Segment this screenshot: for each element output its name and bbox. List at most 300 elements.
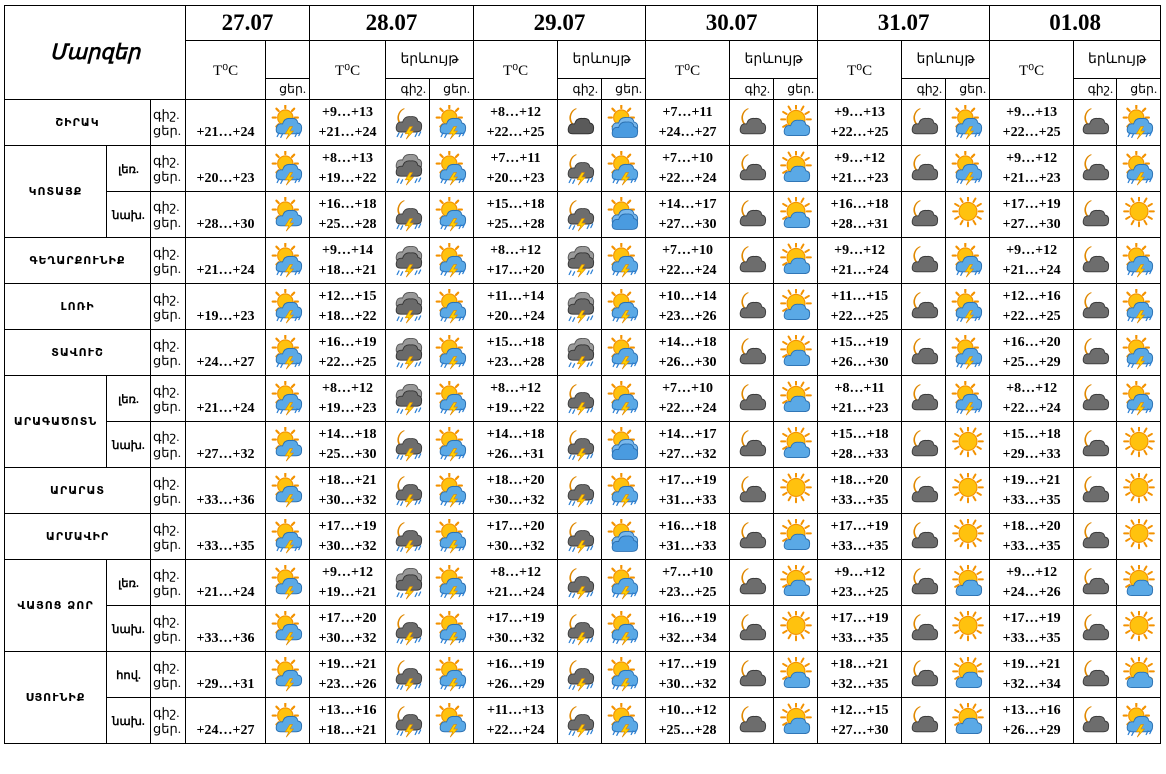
temp-night: +8…+13 (322, 150, 374, 166)
sun-rain-storm-icon (434, 381, 470, 417)
temp-night: +7…+10 (662, 150, 714, 166)
temp-day: +33…+35 (1002, 492, 1061, 508)
temp-day: +25…+28 (486, 216, 545, 232)
temp-night: +14…+17 (658, 196, 717, 212)
night-label: գիշ. (153, 704, 180, 720)
temp-day: +21…+24 (486, 584, 545, 600)
weather-icon-cell (602, 376, 646, 422)
temp-day: +32…+34 (658, 630, 717, 646)
day-header: 28.07 (310, 6, 474, 41)
temp-day: +23…+25 (830, 584, 889, 600)
weather-icon-cell (1074, 422, 1117, 468)
temp-cell (646, 422, 730, 468)
moon-cloud-storm-icon (390, 703, 426, 739)
temp-header: T⁰C (990, 41, 1074, 100)
weather-icon-cell (730, 238, 774, 284)
night-label: գիշ. (153, 428, 180, 444)
day-label: ցեր. (153, 628, 181, 644)
weather-icon-cell (1074, 330, 1117, 376)
sun-rain-storm-icon (270, 519, 306, 555)
temp-day: +26…+31 (486, 446, 545, 462)
sun-icon (778, 611, 814, 647)
temp-night: +16…+19 (658, 610, 717, 626)
moon-cloud-icon (906, 151, 942, 187)
temp-day: +30…+32 (318, 630, 377, 646)
storm-rain-icon (390, 243, 426, 279)
temp-night: +7…+11 (490, 150, 541, 166)
temp-cell (474, 146, 558, 192)
temp-night: +9…+13 (1006, 104, 1058, 120)
table-row (5, 238, 1161, 284)
storm-rain-icon (390, 335, 426, 371)
subregion-label: նախ. (107, 698, 151, 744)
temp-day: +26…+30 (830, 354, 889, 370)
temp-day: +28…+31 (830, 216, 889, 232)
temp-night: +14…+17 (658, 426, 717, 442)
temp-cell (646, 376, 730, 422)
temp-day: +21…+24 (1002, 262, 1061, 278)
weather-icon-cell (602, 192, 646, 238)
region-name: ԳԵՂԱՐՔՈՒՆԻՔ (5, 238, 151, 284)
sun-cloud-light-icon (778, 565, 814, 601)
temp-night: +17…+19 (658, 656, 717, 672)
region-name: ՏԱՎՈՒՇ (5, 330, 151, 376)
weather-icon-cell (266, 468, 310, 514)
sun-rain-storm-icon (950, 335, 986, 371)
weather-icon-cell (774, 652, 818, 698)
day-label: ցեր. (946, 79, 990, 100)
weather-icon-cell (386, 652, 430, 698)
temp-day: +21…+23 (1002, 170, 1061, 186)
weather-icon-cell (774, 238, 818, 284)
temp-cell (646, 698, 730, 744)
weather-icon-cell (266, 698, 310, 744)
sun-icon (1121, 197, 1157, 233)
weather-icon-cell (558, 422, 602, 468)
weather-icon-cell (730, 330, 774, 376)
sun-storm-icon (270, 473, 306, 509)
moon-cloud-storm-icon (562, 519, 598, 555)
weather-icon-cell (946, 698, 990, 744)
night-label: գիշ. (153, 152, 180, 168)
weather-icon-cell (730, 698, 774, 744)
temp-day: +31…+33 (658, 492, 717, 508)
night-label: գիշ. (153, 198, 180, 214)
temp-day: +24…+27 (658, 124, 717, 140)
weather-icon-cell (946, 376, 990, 422)
temp-cell: +28…+30 (186, 192, 266, 238)
sun-cloud-light-icon (1121, 565, 1157, 601)
weather-icon-cell (430, 376, 474, 422)
moon-cloud-icon (1077, 243, 1113, 279)
temp-day: +31…+33 (658, 538, 717, 554)
weather-icon-cell (902, 238, 946, 284)
sun-icon (1121, 519, 1157, 555)
weather-icon-cell (774, 146, 818, 192)
temp-day: +18…+21 (318, 722, 377, 738)
sun-storm-icon (270, 197, 306, 233)
sun-rain-storm-icon (270, 105, 306, 141)
sun-rain-storm-icon (270, 243, 306, 279)
weather-icon-cell (266, 100, 310, 146)
moon-cloud-icon (1077, 427, 1113, 463)
night-label: գիշ. (153, 658, 180, 674)
table-row (5, 100, 1161, 146)
weather-icon-cell (946, 284, 990, 330)
sun-icon (950, 197, 986, 233)
temp-day: +29…+33 (1002, 446, 1061, 462)
weather-icon-cell (386, 606, 430, 652)
moon-cloud-icon (734, 565, 770, 601)
region-name: ԱՐԱՐԱՏ (5, 468, 151, 514)
temp-cell (818, 652, 902, 698)
temp-night: +17…+19 (1002, 610, 1061, 626)
weather-icon-cell (774, 606, 818, 652)
sun-rain-storm-icon (606, 657, 642, 693)
sun-icon (778, 473, 814, 509)
sun-rain-storm-icon (950, 151, 986, 187)
day-label: ցեր. (153, 168, 181, 184)
temp-day: +22…+25 (318, 354, 377, 370)
weather-icon-cell (430, 146, 474, 192)
temp-night: +12…+15 (318, 288, 377, 304)
temp-night: +10…+12 (658, 702, 717, 718)
weather-icon-cell (602, 606, 646, 652)
moon-cloud-dark-icon (562, 105, 598, 141)
moon-cloud-icon (906, 335, 942, 371)
sun-rain-storm-icon (950, 289, 986, 325)
weather-icon-cell (730, 376, 774, 422)
weather-icon-cell (1117, 468, 1161, 514)
weather-header: երևույթ (558, 41, 646, 79)
temp-cell (818, 560, 902, 606)
moon-cloud-icon (734, 427, 770, 463)
weather-header: երևույթ (386, 41, 474, 79)
weather-icon-cell (1074, 146, 1117, 192)
weather-icon-cell (602, 238, 646, 284)
temp-cell (646, 238, 730, 284)
weather-icon-cell (902, 652, 946, 698)
weather-icon-cell (558, 698, 602, 744)
moon-cloud-icon (1077, 289, 1113, 325)
temp-night: +11…+13 (486, 702, 545, 718)
weather-icon-cell (730, 284, 774, 330)
moon-cloud-storm-icon (390, 197, 426, 233)
temp-night: +8…+12 (1006, 380, 1058, 396)
weather-icon-cell (1074, 652, 1117, 698)
weather-icon-cell (430, 514, 474, 560)
weather-icon-cell (602, 560, 646, 606)
moon-cloud-icon (1077, 565, 1113, 601)
temp-night: +17…+20 (486, 518, 545, 534)
sun-icon (950, 427, 986, 463)
temp-night: +12…+16 (1002, 288, 1061, 304)
weather-icon-cell (1117, 146, 1161, 192)
temp-cell (310, 192, 386, 238)
sun-rain-storm-icon (434, 427, 470, 463)
temp-cell (818, 514, 902, 560)
moon-cloud-icon (1077, 703, 1113, 739)
night-day-labels (151, 284, 186, 330)
sun-rain-storm-icon (434, 151, 470, 187)
weather-icon-cell (1117, 238, 1161, 284)
moon-cloud-storm-icon (562, 381, 598, 417)
night-label: գիշ. (153, 474, 180, 490)
moon-cloud-icon (906, 243, 942, 279)
weather-icon-cell (774, 514, 818, 560)
day-header: 27.07 (186, 6, 310, 41)
sun-cloud-light-icon (778, 197, 814, 233)
night-day-labels (151, 560, 186, 606)
night-label: գիշ. (153, 244, 180, 260)
temp-night: +8…+12 (490, 104, 542, 120)
day-label: ցեր. (153, 352, 181, 368)
sun-rain-storm-icon (270, 289, 306, 325)
weather-icon-cell (1074, 100, 1117, 146)
temp-cell (646, 652, 730, 698)
temp-night: +18…+20 (1002, 518, 1061, 534)
weather-icon-cell (1074, 560, 1117, 606)
table-row (5, 422, 1161, 468)
temp-night: +8…+11 (834, 380, 885, 396)
sun-icon (950, 611, 986, 647)
weather-icon-cell (774, 284, 818, 330)
sun-rain-storm-icon (950, 381, 986, 417)
temp-cell (990, 422, 1074, 468)
temp-night: +9…+12 (834, 564, 886, 580)
temp-cell (310, 468, 386, 514)
region-name: ՎԱՅՈՑ ՁՈՐ (5, 560, 107, 652)
weather-icon-cell (430, 192, 474, 238)
day-label: ցեր. (153, 490, 181, 506)
temp-day: +25…+28 (658, 722, 717, 738)
temp-cell (990, 330, 1074, 376)
temp-night: +19…+21 (1002, 656, 1061, 672)
weather-icon-cell (1117, 560, 1161, 606)
weather-icon-cell (774, 376, 818, 422)
weather-icon-cell (774, 560, 818, 606)
temp-cell: +21…+24 (186, 100, 266, 146)
sun-cloud-light-icon (778, 657, 814, 693)
temp-night: +17…+19 (318, 518, 377, 534)
temp-day: +18…+21 (318, 262, 377, 278)
moon-cloud-storm-icon (562, 197, 598, 233)
temp-night: +14…+18 (658, 334, 717, 350)
weather-icon-cell (946, 238, 990, 284)
temp-night: +16…+19 (318, 334, 377, 350)
sun-icon (1121, 611, 1157, 647)
table-row (5, 146, 1161, 192)
day-header: 01.08 (990, 6, 1161, 41)
temp-day: +25…+28 (318, 216, 377, 232)
temp-night: +10…+14 (658, 288, 717, 304)
temp-day: +25…+29 (1002, 354, 1061, 370)
weather-icon-cell (602, 514, 646, 560)
moon-cloud-storm-icon (390, 611, 426, 647)
temp-cell (990, 606, 1074, 652)
night-day-labels (151, 192, 186, 238)
sun-cloud-icon (606, 519, 642, 555)
table-row (5, 606, 1161, 652)
weather-icon-cell (1117, 606, 1161, 652)
weather-icon-cell (902, 192, 946, 238)
weather-icon-cell (386, 514, 430, 560)
weather-icon-cell (430, 100, 474, 146)
weather-icon-cell (946, 330, 990, 376)
temp-day: +27…+30 (1002, 216, 1061, 232)
weather-icon-cell (730, 652, 774, 698)
temp-day: +22…+24 (658, 170, 717, 186)
sun-rain-storm-icon (1121, 151, 1157, 187)
temp-night: +15…+18 (830, 426, 889, 442)
sun-rain-storm-icon (606, 565, 642, 601)
temp-cell (474, 652, 558, 698)
temp-cell (646, 514, 730, 560)
weather-icon-cell (266, 146, 310, 192)
weather-icon-cell (266, 606, 310, 652)
weather-icon-cell (774, 468, 818, 514)
night-label: գիշ. (153, 520, 180, 536)
weather-icon-cell (266, 376, 310, 422)
night-day-labels (151, 376, 186, 422)
region-name: ԿՈՏԱՅՔ (5, 146, 107, 238)
night-day-labels (151, 514, 186, 560)
weather-icon-cell (946, 100, 990, 146)
temp-night: +17…+19 (658, 472, 717, 488)
weather-icon-cell (902, 560, 946, 606)
temp-cell (990, 192, 1074, 238)
moon-cloud-storm-icon (390, 519, 426, 555)
temp-cell (990, 514, 1074, 560)
day-label: ցեր. (266, 79, 310, 100)
sun-cloud-light-icon (778, 289, 814, 325)
storm-rain-icon (562, 335, 598, 371)
temp-day: +30…+32 (486, 538, 545, 554)
weather-icon-cell (902, 100, 946, 146)
night-day-labels (151, 100, 186, 146)
sun-rain-storm-icon (606, 473, 642, 509)
weather-header: երևույթ (902, 41, 990, 79)
day-label: ցեր. (153, 582, 181, 598)
weather-icon-cell (386, 100, 430, 146)
weather-icon-cell (730, 468, 774, 514)
moon-cloud-icon (734, 519, 770, 555)
sun-cloud-light-icon (950, 657, 986, 693)
sun-rain-storm-icon (606, 335, 642, 371)
temp-night: +11…+15 (830, 288, 889, 304)
temp-day: +32…+34 (1002, 676, 1061, 692)
day-label: ցեր. (153, 674, 181, 690)
weather-icon-cell (266, 238, 310, 284)
temp-day: +19…+21 (318, 584, 377, 600)
weather-icon-cell (774, 422, 818, 468)
temp-night: +7…+10 (662, 564, 714, 580)
weather-icon-cell (430, 284, 474, 330)
temp-night: +18…+20 (830, 472, 889, 488)
sun-cloud-light-icon (950, 703, 986, 739)
temp-cell (646, 330, 730, 376)
temp-cell (474, 238, 558, 284)
temp-night: +14…+18 (318, 426, 377, 442)
weather-icon-cell (430, 652, 474, 698)
temp-cell (474, 514, 558, 560)
temp-cell (474, 468, 558, 514)
sun-cloud-light-icon (778, 381, 814, 417)
weather-icon-cell (266, 514, 310, 560)
temp-cell (646, 146, 730, 192)
temp-cell: +24…+27 (186, 698, 266, 744)
moon-cloud-icon (906, 657, 942, 693)
temp-cell (474, 606, 558, 652)
subregion-label: հով. (107, 652, 151, 698)
weather-icon-cell (386, 468, 430, 514)
sun-icon (950, 473, 986, 509)
weather-icon-cell (1074, 698, 1117, 744)
moon-cloud-storm-icon (390, 427, 426, 463)
temp-day: +23…+26 (658, 308, 717, 324)
table-row (5, 468, 1161, 514)
moon-cloud-icon (906, 611, 942, 647)
moon-cloud-icon (734, 703, 770, 739)
temp-cell (818, 698, 902, 744)
sun-cloud-light-icon (778, 105, 814, 141)
temp-cell: +27…+32 (186, 422, 266, 468)
temp-night: +12…+15 (830, 702, 889, 718)
night-label: գիշ. (153, 612, 180, 628)
temp-night: +8…+12 (490, 380, 542, 396)
moon-cloud-icon (734, 105, 770, 141)
temp-night: +11…+14 (486, 288, 545, 304)
temp-night: +9…+12 (834, 242, 886, 258)
temp-day: +22…+24 (1002, 400, 1061, 416)
weather-icon-cell (266, 192, 310, 238)
temp-day: +20…+24 (486, 308, 545, 324)
table-row (5, 376, 1161, 422)
weather-icon-cell (558, 238, 602, 284)
temp-cell (646, 100, 730, 146)
temp-day: +25…+30 (318, 446, 377, 462)
sun-cloud-icon (606, 105, 642, 141)
moon-cloud-storm-icon (562, 151, 598, 187)
weather-icon-cell (430, 468, 474, 514)
temp-night: +7…+10 (662, 380, 714, 396)
sun-icon (1121, 427, 1157, 463)
weather-icon-cell (558, 284, 602, 330)
temp-night: +13…+16 (1002, 702, 1061, 718)
sun-rain-storm-icon (434, 335, 470, 371)
moon-cloud-icon (906, 427, 942, 463)
day-header: 30.07 (646, 6, 818, 41)
moon-cloud-icon (1077, 519, 1113, 555)
regions-header: Մարզեր (5, 6, 186, 100)
weather-icon-cell (902, 422, 946, 468)
weather-icon-cell (946, 192, 990, 238)
weather-icon-cell (730, 606, 774, 652)
weather-icon-cell (266, 652, 310, 698)
temp-day: +23…+25 (658, 584, 717, 600)
sun-cloud-icon (606, 427, 642, 463)
temp-header: T⁰C (186, 41, 266, 100)
moon-cloud-icon (906, 703, 942, 739)
moon-cloud-icon (1077, 381, 1113, 417)
temp-cell (990, 560, 1074, 606)
sun-cloud-light-icon (778, 519, 814, 555)
weather-icon-cell (1117, 652, 1161, 698)
temp-night: +9…+12 (322, 564, 374, 580)
night-day-labels (151, 422, 186, 468)
weather-icon-cell (774, 100, 818, 146)
region-name: ԼՈՌԻ (5, 284, 151, 330)
